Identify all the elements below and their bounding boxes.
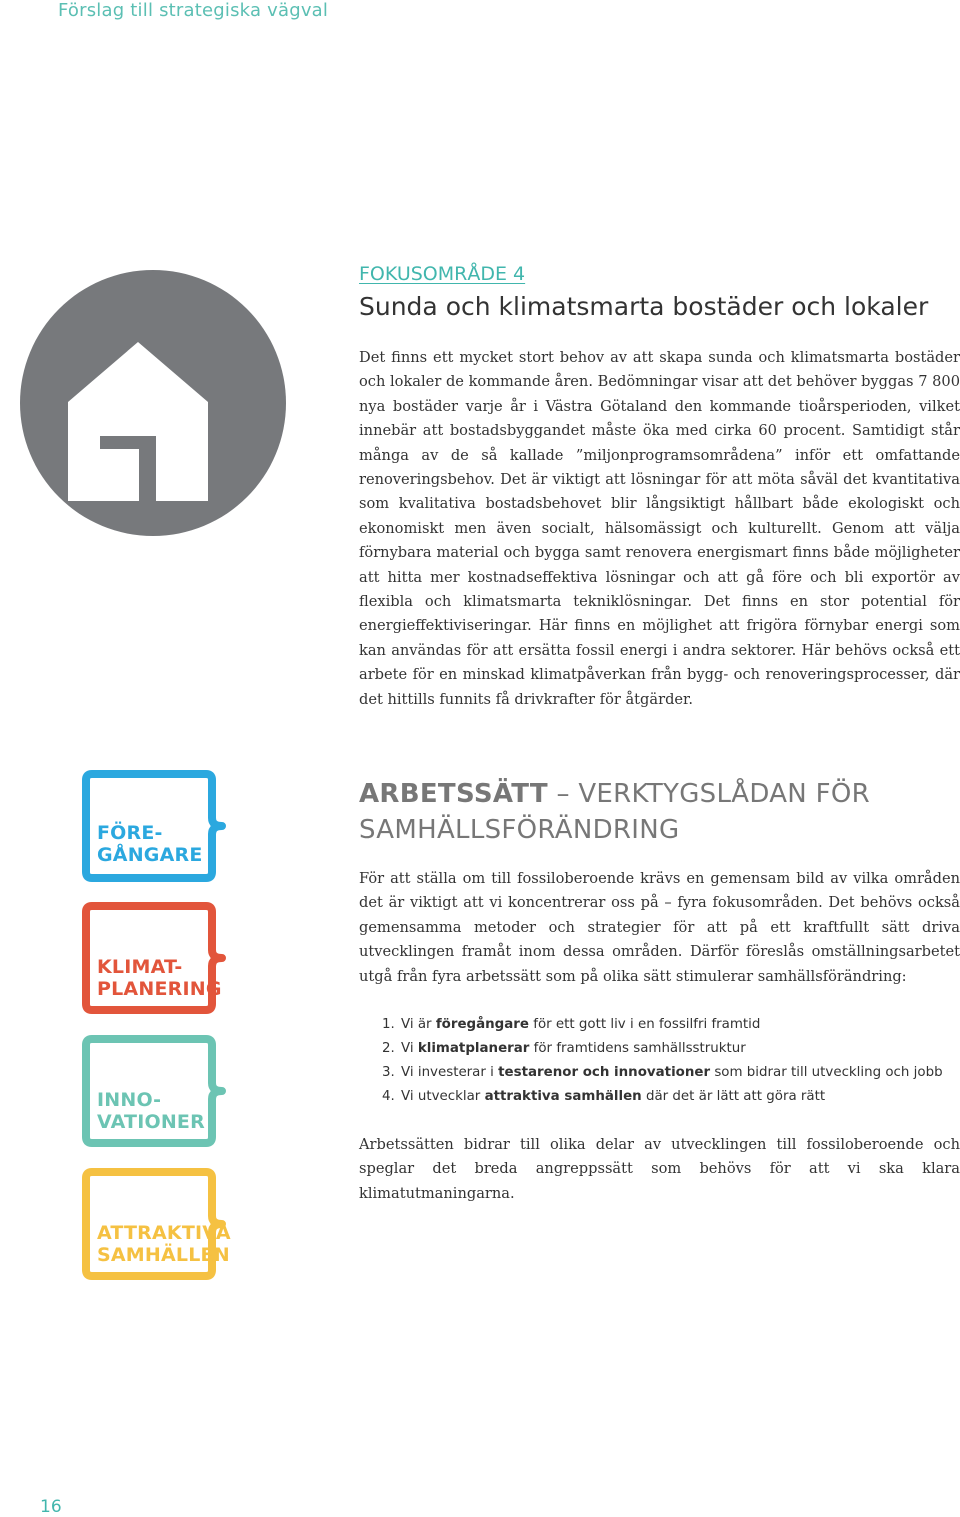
arbetssatt-title (359, 776, 879, 848)
list-item (382, 1061, 943, 1085)
list-item (382, 1085, 943, 1109)
badge-label-foregangare: FÖRE- GÅNGARE (97, 822, 203, 866)
section-title: Sunda och klimatsmarta bostäder och lokaler (359, 292, 929, 321)
focus-area-label: FOKUSOMRÅDE 4 (359, 263, 526, 285)
list-item-number: 3. (382, 1065, 395, 1080)
list-item-keyword: testarenor och innovationer (498, 1065, 711, 1080)
arbetssatt-title-bold: ARBETSSÄTT (359, 779, 548, 809)
arbetssatt-intro-text: För att ställa om till fossiloberoende krävs en gemensam bild av vilka områden det är viktigt att vi koncentrerar oss på – fyra fokusområden. Det behövs också gemensamma metoder och strategier för att på ett kraftfullt sätt driva utvecklingen framåt inom dessa områden. Därför föreslås omställningsarbetet utgå från fyra arbetssätt som på olika sätt stimulerar samhällsförändring: (359, 870, 960, 985)
list-item-text: Vi investerar i (401, 1065, 499, 1080)
focus-body-text: Det finns ett mycket stort behov av att skapa sunda och klimatsmarta bostäder och lokaler de kommande åren. Bedömningar visar att det behöver byggas 7 800 nya bostäder varje år i Västra Götaland den kommande tioårsperioden, vilket innebär att bostadsbyggandet måste öka med cirka 60 procent. Samtidigt står många av de så kallade ”miljonprogramsområdena” inför ett omfattande renoveringsbehov. Det är viktigt att lösningar för att möta såväl det kvantitativa som kvalitativa bostadsbehovet blir långsiktigt hållbart både ekologiskt och ekonomiskt men även socialt, hälsomässigt och kulturellt. Genom att välja förnybara material och bygga samt renovera energismart finns både möjligheter att hitta mer kostnadseffektiva lösningar och att gå före och bli exportör av flexibla och klimatsmarta tekniklösningar. Det finns en stor potential för energieffektiviseringar. Här finns en möjlighet att frigöra förnybar energi som kan användas för att ersätta fossil energi i andra sektorer. Här behövs också ett arbete för en minskad klimatpåverkan från bygg- och renoveringsprocesser, där det hittills funnits få drivkrafter för åtgärder. (359, 349, 960, 708)
arbetssatt-outro-text: Arbetssätten bidrar till olika delar av utvecklingen till fossiloberoende och speglar det breda angreppssätt som behövs för att vi ska klara klimatutmaningarna. (359, 1136, 960, 1202)
list-item-keyword: föregångare (435, 1017, 529, 1032)
list-item-keyword: attraktiva samhällen (484, 1089, 642, 1104)
badge-label-klimatplanering: KLIMAT- PLANERING (97, 956, 222, 1000)
list-item-number: 2. (382, 1041, 395, 1056)
list-item-number: 1. (382, 1017, 395, 1032)
list-item-text: Vi utvecklar (401, 1089, 485, 1104)
list-item-text: där det är lätt att göra rätt (641, 1089, 826, 1104)
list-item-text: för ett gott liv i en fossilfri framtid (529, 1017, 761, 1032)
arbetssatt-list (382, 1013, 943, 1109)
page-number: 16 (40, 1497, 62, 1517)
list-item-keyword: klimatplanerar (417, 1041, 530, 1056)
list-item-text: Vi är (401, 1017, 436, 1032)
list-item-text: Vi (401, 1041, 418, 1056)
badge-label-innovationer: INNO- VATIONER (97, 1089, 205, 1133)
list-item (382, 1013, 943, 1037)
list-item (382, 1037, 943, 1061)
badge-label-attraktiva-samhallen: ATTRAKTIVA SAMHÄLLEN (97, 1222, 231, 1266)
list-item-text: för framtidens samhällsstruktur (529, 1041, 746, 1056)
running-header: Förslag till strategiska vägval (58, 0, 329, 21)
house-icon (20, 270, 286, 536)
list-item-number: 4. (382, 1089, 395, 1104)
arbetssatt-title-rest: – VERKTYGSLÅDAN FÖR SAMHÄLLSFÖRÄNDRING (359, 779, 870, 845)
list-item-text: som bidrar till utveckling och jobb (710, 1065, 943, 1080)
